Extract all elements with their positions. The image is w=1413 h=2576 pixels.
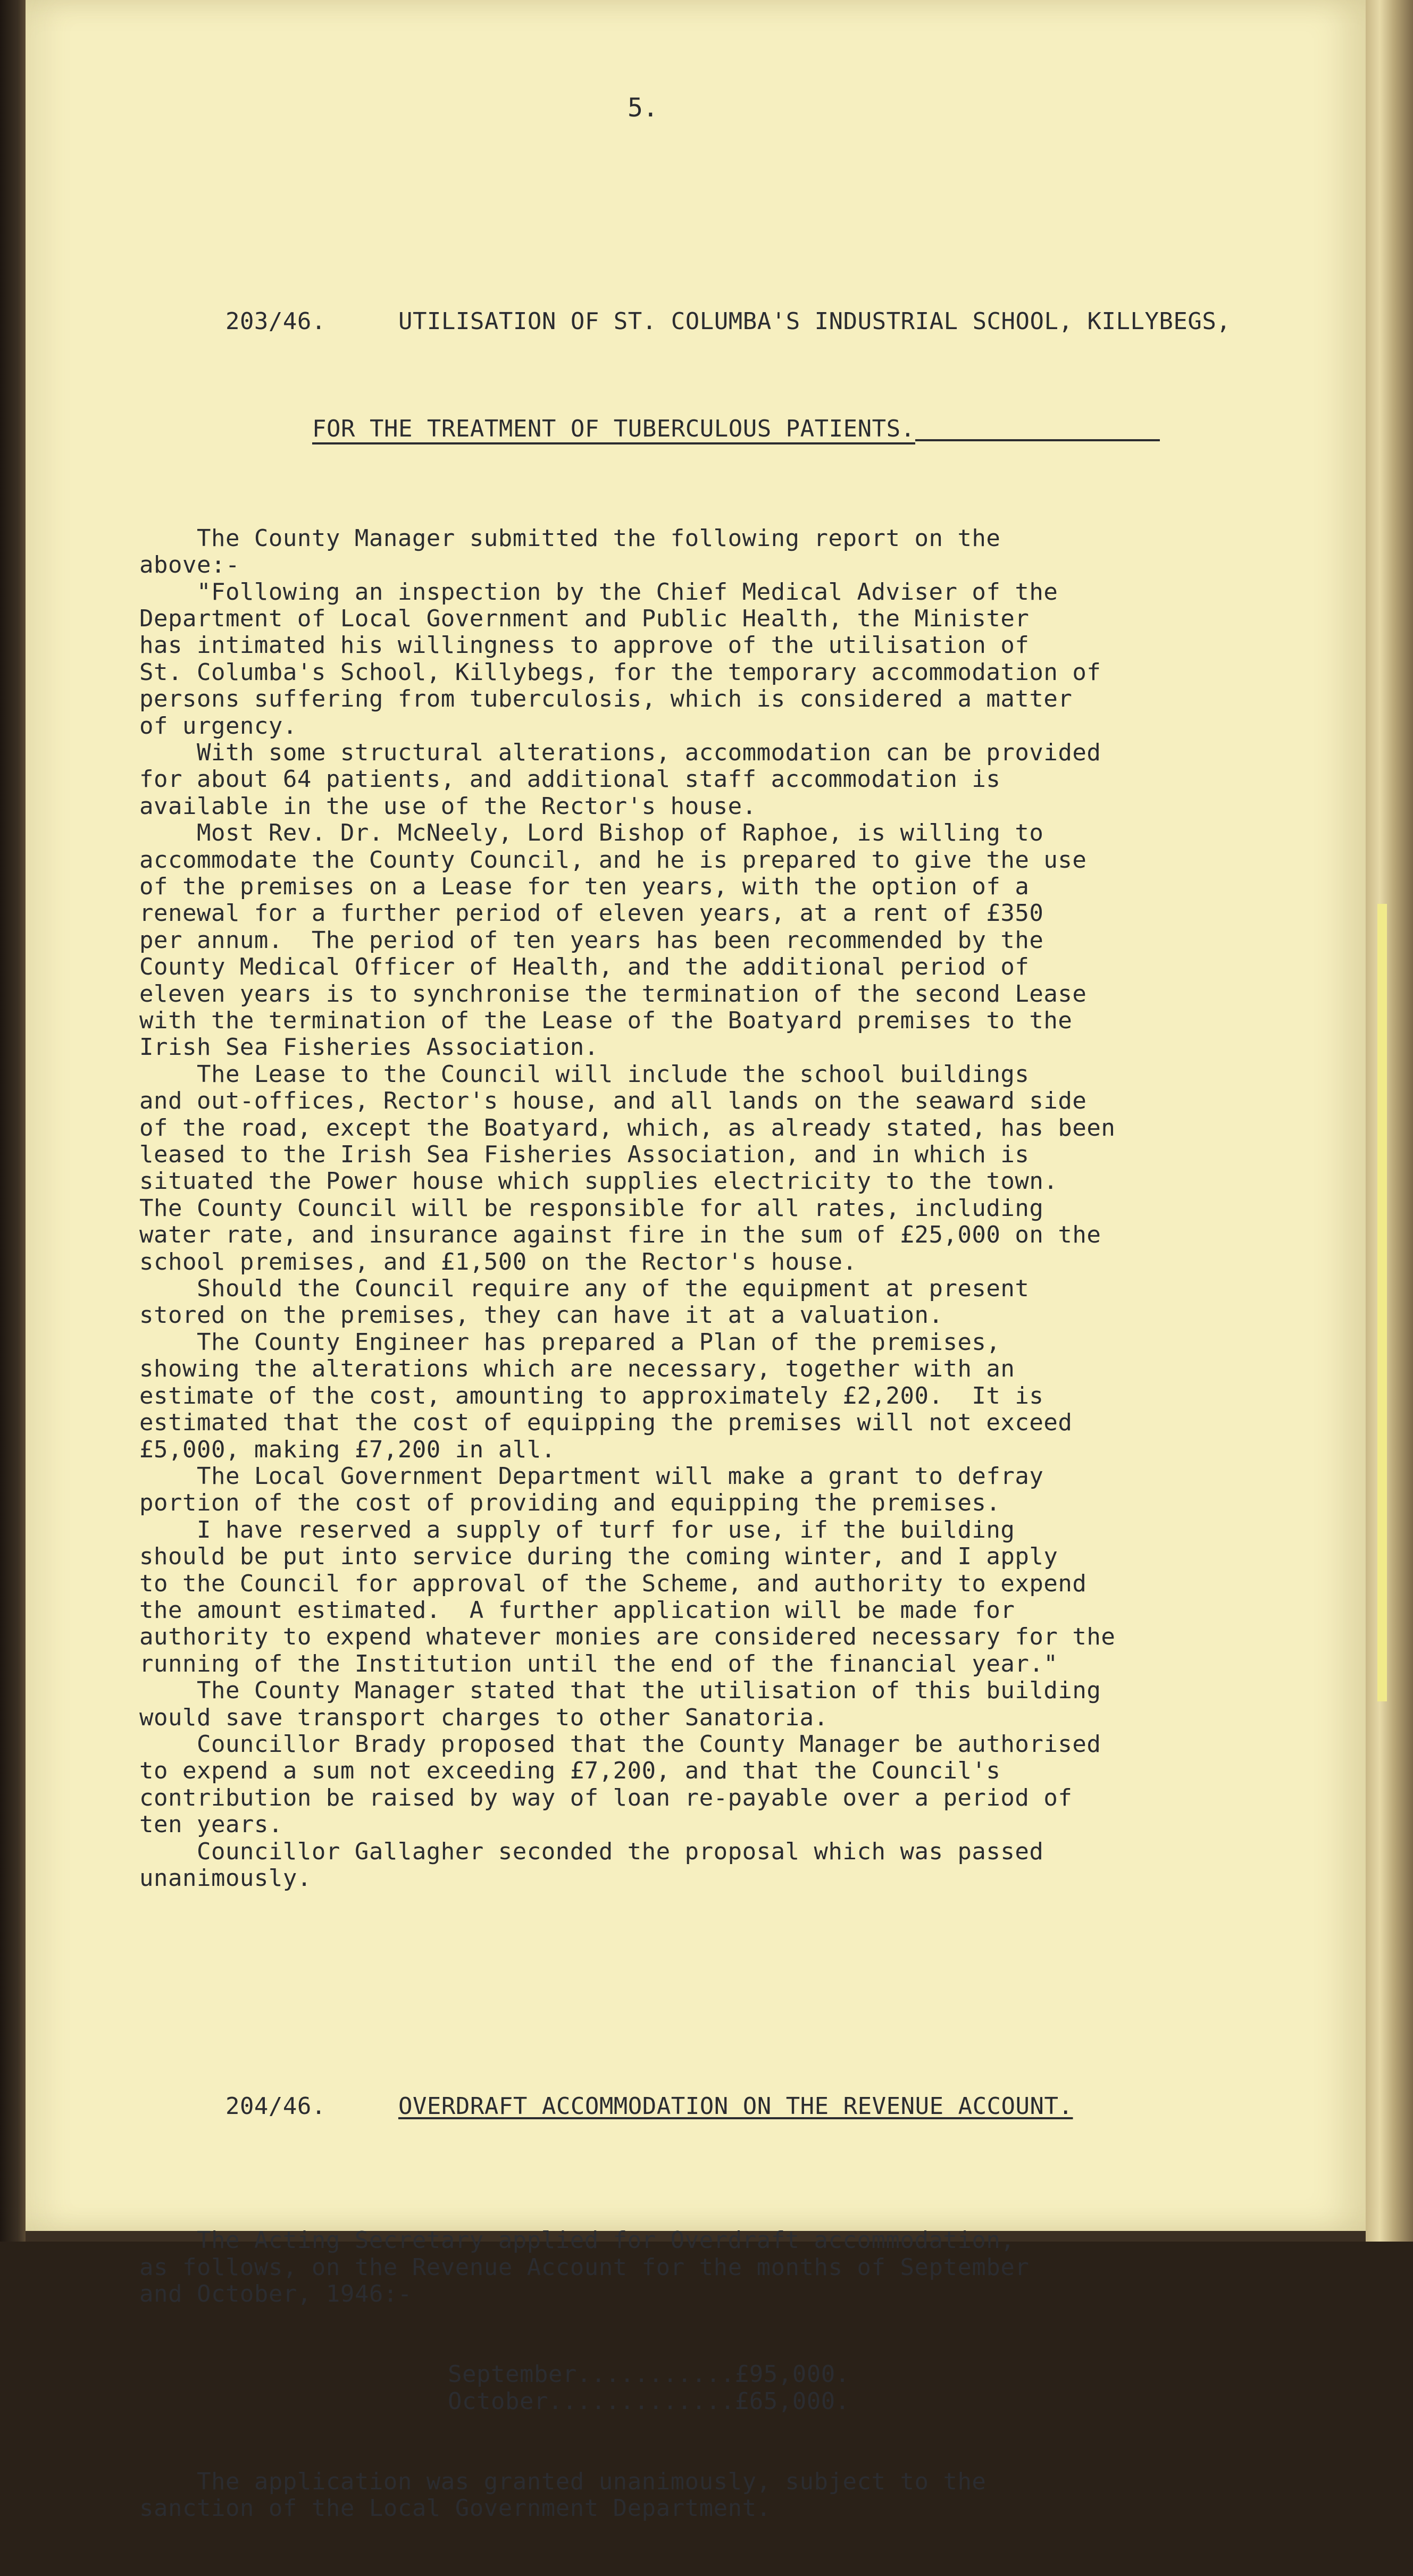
minute-title: OVERDRAFT ACCOMMODATION ON THE REVENUE ACCOUNT. [398,2093,1073,2120]
overdraft-figure-line: October.............£65,000. [448,2387,850,2415]
body-203-line: portion of the cost of providing and equipping the premises. [139,1489,1001,1517]
body-203-line: St. Columba's School, Killybegs, for the temporary accommodation of [139,658,1101,686]
page-edges [1366,0,1413,2242]
body-203-line: leased to the Irish Sea Fisheries Association, and in which is [139,1141,1030,1169]
body-203-line: The County Manager submitted the following report on the [139,524,1001,552]
body-203-line: should be put into service during the coming winter, and I apply [139,1543,1058,1571]
body-204-close-line: sanction of the Local Government Department. [139,2495,771,2522]
minutes-content [139,90,1245,2576]
body-203-line: The County Engineer has prepared a Plan of the premises, [139,1328,1001,1356]
body-203-line: estimate of the cost, amounting to approximately £2,200. It is [139,1382,1044,1409]
body-203-line: accommodate the County Council, and he is prepared to give the use [139,846,1087,874]
body-203-line: to the Council for approval of the Scheme, and authority to expend [139,1570,1087,1597]
body-203-line: stored on the premises, they can have it at a valuation. [139,1302,943,1329]
body-203-line: County Medical Officer of Health, and the additional period of [139,953,1030,981]
body-203-line: above:- [139,551,240,579]
body-203-line: to expend a sum not exceeding £7,200, and that the Council's [139,1757,1001,1785]
body-203-line: authority to expend whatever monies are considered necessary for the [139,1623,1116,1651]
body-203-line: The Local Government Department will make a grant to defray [139,1462,1044,1490]
body-203-line: water rate, and insurance against fire in the sum of £25,000 on the [139,1221,1101,1249]
body-203-line: £5,000, making £7,200 in all. [139,1436,556,1463]
body-203-line: With some structural alterations, accommodation can be provided [139,739,1101,766]
body-203-line: The County Council will be responsible for all rates, including [139,1194,1044,1222]
body-203-line: the amount estimated. A further application will be made for [139,1596,1015,1624]
page-tab-marker [1377,904,1387,1701]
body-203-line: with the termination of the Lease of the Boatyard premises to the [139,1007,1073,1034]
body-203-line: ten years. [139,1811,283,1839]
body-203-line: school premises, and £1,500 on the Rector's house. [139,1248,857,1276]
body-203-line: has intimated his willingness to approve of the utilisation of [139,632,1030,659]
body-203-line: situated the Power house which supplies electricity to the town. [139,1168,1058,1195]
body-203-line: contribution be raised by way of loan re-payable over a period of [139,1784,1073,1811]
body-203-line: estimated that the cost of equipping the premises will not exceed [139,1409,1073,1437]
body-203-line: Should the Council require any of the equipment at present [139,1275,1030,1303]
minute-title-line1: UTILISATION OF ST. COLUMBA'S INDUSTRIAL SCHOOL, KILLYBEGS, [398,308,1231,335]
body-203-line: available in the use of the Rector's house. [139,792,757,820]
body-203-line: per annum. The period of ten years has been recommended by the [139,926,1044,954]
body-203-line: I have reserved a supply of turf for use, if the building [139,1516,1015,1543]
body-203-line: Irish Sea Fisheries Association. [139,1034,599,1061]
minute-body-204-close [139,2469,1245,2522]
minute-ref: 204/46. [225,2093,326,2120]
body-203-line: Department of Local Government and Public Health, the Minister [139,605,1030,632]
body-203-line: renewal for a further period of eleven years, at a rent of £350 [139,900,1044,927]
body-203-line: and out-offices, Rector's house, and all lands on the seaward side [139,1087,1087,1115]
body-203-line: Councillor Gallagher seconded the proposal which was passed [139,1837,1044,1865]
body-204-intro-line: The Acting Secretary applied for Overdraft accommodation, [139,2227,1015,2254]
minute-heading-203 [139,282,1245,362]
body-203-line: unanimously. [139,1865,312,1892]
body-203-line: Councillor Brady proposed that the County Manager be authorised [139,1730,1101,1758]
overdraft-figures [139,2361,1245,2415]
body-203-line: of the premises on a Lease for ten years, with the option of a [139,872,1030,900]
book-binding [0,0,26,2242]
body-204-intro-line: as follows, on the Revenue Account for the months of September [139,2253,1030,2281]
body-203-line: of urgency. [139,712,297,740]
body-203-line: eleven years is to synchronise the termination of the second Lease [139,980,1087,1008]
body-203-line: showing the alterations which are necessary, together with an [139,1355,1015,1383]
body-204-close-line: The application was granted unanimously, subject to the [139,2468,986,2495]
body-203-line: running of the Institution until the end of the financial year." [139,1650,1058,1677]
body-203-line: persons suffering from tuberculosis, which is considered a matter [139,685,1073,713]
minute-heading-204 [139,2067,1245,2147]
minute-title-line2-row [139,416,1245,444]
title-underline-rule [915,416,1160,441]
minute-body-204-intro [139,2227,1245,2308]
body-203-line: would save transport charges to other Sanatoria. [139,1704,829,1731]
body-203-line: The Lease to the Council will include the school buildings [139,1060,1030,1088]
body-203-line: The County Manager stated that the utilisation of this building [139,1677,1101,1705]
body-203-line: Most Rev. Dr. McNeely, Lord Bishop of Raphoe, is willing to [139,819,1044,847]
body-204-intro-line: and October, 1946:- [139,2280,412,2308]
minute-body-203 [139,525,1245,1892]
overdraft-figure-line: September...........£95,000. [448,2361,850,2388]
page-number: 5. [628,93,658,123]
minute-ref: 203/46. [225,308,326,335]
body-203-line: "Following an inspection by the Chief Medical Adviser of the [139,578,1058,606]
spacer [139,1973,1245,1986]
body-203-line: of the road, except the Boatyard, which, as already stated, has been [139,1114,1116,1142]
minute-title-line2: FOR THE TREATMENT OF TUBERCULOUS PATIENTS. [312,416,915,444]
body-203-line: for about 64 patients, and additional staff accommodation is [139,766,1001,793]
